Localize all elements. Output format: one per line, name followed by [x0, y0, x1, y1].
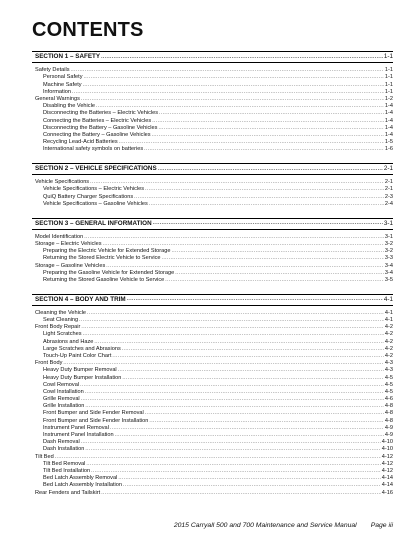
- dot-leader: [112, 354, 384, 359]
- entry-title: Safety Details: [35, 67, 70, 74]
- dot-leader: [84, 75, 384, 80]
- entry-title: Touch-Up Paint Color Chart: [43, 352, 112, 359]
- entry-page: 1-4: [384, 117, 393, 124]
- dot-leader: [85, 390, 384, 395]
- dot-leader: [86, 462, 380, 467]
- toc-section-heading[interactable]: [32, 163, 393, 175]
- entry-title: Connecting the Battery – Gasoline Vehicles: [43, 131, 151, 138]
- toc-subentry[interactable]: [32, 318, 393, 325]
- entry-title: Light Scratches: [43, 331, 82, 338]
- entry-title: Grille Removal: [43, 396, 80, 403]
- dot-leader: [79, 318, 384, 323]
- entry-page: 2-3: [384, 193, 393, 200]
- toc-section-heading[interactable]: [32, 218, 393, 230]
- toc-entry[interactable]: [32, 325, 393, 332]
- toc-subentry[interactable]: [32, 278, 393, 285]
- entry-title: Vehicle Specifications – Gasoline Vehicles: [43, 200, 148, 207]
- dot-leader: [83, 83, 384, 88]
- entry-page: 4-14: [381, 475, 393, 482]
- entry-title: Grille Installation: [43, 403, 85, 410]
- entry-page: 1-1: [384, 88, 393, 95]
- dot-leader: [101, 491, 381, 496]
- dot-leader: [63, 361, 384, 366]
- entry-title: Seat Cleaning: [43, 317, 79, 324]
- entry-page: 1-1: [384, 74, 393, 81]
- entry-title: Cowl Installation: [43, 388, 84, 395]
- dot-leader: [83, 332, 384, 337]
- dot-leader: [134, 195, 384, 200]
- section-page: 3-1: [383, 219, 393, 227]
- footer-manual-title: 2015 Carryall 500 and 700 Maintenance and Service Manual: [173, 522, 357, 529]
- entry-title: Instrument Panel Removal: [43, 424, 109, 431]
- section-page: 2-1: [383, 164, 393, 172]
- entry-title: Front Body Repair: [35, 324, 81, 331]
- dot-leader: [96, 104, 384, 109]
- entry-title: Large Scratches and Abrasions: [43, 345, 121, 352]
- toc-entry[interactable]: [32, 311, 393, 318]
- section-title: SECTION 1 – SAFETY: [35, 52, 101, 60]
- entry-page: 4-14: [381, 482, 393, 489]
- entry-page: 4-1: [384, 317, 393, 324]
- dot-leader: [158, 126, 383, 131]
- entry-page: 1-2: [384, 95, 393, 102]
- dot-leader: [81, 397, 384, 402]
- entry-title: Rear Fenders and Tailskirt: [35, 489, 101, 496]
- entry-title: Information: [43, 88, 71, 95]
- entry-page: 4-2: [384, 345, 393, 352]
- page-footer: [174, 522, 393, 529]
- section-page: 1-1: [383, 52, 393, 60]
- dot-leader: [85, 447, 380, 452]
- dot-leader: [72, 90, 384, 95]
- entry-page: 3-2: [384, 248, 393, 255]
- entry-title: QuiQ Battery Charger Specifications: [43, 193, 134, 200]
- entry-title: Storage – Gasoline Vehicles: [35, 262, 106, 269]
- table-of-contents: [32, 51, 393, 498]
- entry-page: 4-8: [384, 417, 393, 424]
- dot-leader: [158, 167, 383, 172]
- entry-title: Returning the Stored Electric Vehicle to Service: [43, 255, 161, 262]
- dot-leader: [80, 383, 384, 388]
- toc-subentry[interactable]: [32, 147, 393, 154]
- footer-page-number: Page iii: [370, 522, 393, 529]
- toc-subentry[interactable]: [32, 376, 393, 383]
- dot-leader: [71, 68, 384, 73]
- entry-title: Disabling the Vehicle: [43, 103, 95, 110]
- toc-subentry[interactable]: [32, 397, 393, 404]
- entry-page: 3-4: [384, 262, 393, 269]
- entry-title: International safety symbols on batteries: [43, 146, 144, 153]
- entry-title: Vehicle Specifications: [35, 179, 90, 186]
- entry-page: 1-6: [384, 146, 393, 153]
- entry-page: 2-4: [384, 200, 393, 207]
- entry-title: Front Body: [35, 360, 63, 367]
- entry-page: 4-12: [381, 460, 393, 467]
- entry-page: 3-4: [384, 269, 393, 276]
- toc-subentry[interactable]: [32, 202, 393, 209]
- section-title: SECTION 3 – GENERAL INFORMATION: [35, 219, 152, 227]
- entry-page: 4-6: [384, 396, 393, 403]
- dot-leader: [159, 111, 384, 116]
- dot-leader: [175, 271, 384, 276]
- entry-page: 2-1: [384, 179, 393, 186]
- entry-title: Cowl Removal: [43, 381, 80, 388]
- entry-page: 4-5: [384, 381, 393, 388]
- dot-leader: [172, 249, 384, 254]
- entry-page: 4-12: [381, 453, 393, 460]
- entry-page: 4-3: [384, 367, 393, 374]
- entry-title: Disconnecting the Batteries – Electric Vehicles: [43, 110, 159, 117]
- entry-title: Disconnecting the Battery – Gasoline Vehicles: [43, 124, 158, 131]
- dot-leader: [145, 187, 384, 192]
- entry-page: 3-3: [384, 255, 393, 262]
- entry-title: Personal Safety: [43, 74, 83, 81]
- dot-leader: [162, 256, 384, 261]
- dot-leader: [127, 297, 383, 302]
- dot-leader: [152, 133, 384, 138]
- entry-title: Front Bumper and Side Fender Removal: [43, 410, 144, 417]
- dot-leader: [123, 483, 381, 488]
- toc-subentry[interactable]: [32, 383, 393, 390]
- entry-page: 4-2: [384, 324, 393, 331]
- entry-title: Dash Removal: [43, 439, 80, 446]
- dot-leader: [81, 325, 384, 330]
- entry-page: 3-1: [384, 233, 393, 240]
- entry-page: 1-4: [384, 110, 393, 117]
- dot-leader: [81, 97, 384, 102]
- toc-subentry[interactable]: [32, 90, 393, 97]
- entry-title: Storage – Electric Vehicles: [35, 240, 102, 247]
- entry-title: Instrument Panel Installation: [43, 432, 114, 439]
- dot-leader: [106, 264, 384, 269]
- entry-page: 4-1: [384, 309, 393, 316]
- dot-leader: [119, 140, 384, 145]
- dot-leader: [87, 311, 384, 316]
- entry-title: Recycling Lead-Acid Batteries: [43, 139, 118, 146]
- entry-page: 1-4: [384, 131, 393, 138]
- dot-leader: [55, 455, 381, 460]
- entry-page: 4-9: [384, 424, 393, 431]
- dot-leader: [110, 426, 384, 431]
- entry-title: Bed Latch Assembly Installation: [43, 482, 122, 489]
- entry-page: 4-2: [384, 331, 393, 338]
- entry-title: Returning the Stored Gasoline Vehicle to Service: [43, 276, 165, 283]
- dot-leader: [103, 242, 384, 247]
- toc-subentry[interactable]: [32, 433, 393, 440]
- section-title: SECTION 4 – BODY AND TRIM: [35, 295, 126, 303]
- entry-page: 4-5: [384, 388, 393, 395]
- toc-entry[interactable]: [32, 491, 393, 498]
- entry-page: 1-1: [384, 81, 393, 88]
- dot-leader: [118, 368, 384, 373]
- toc-subentry[interactable]: [32, 440, 393, 447]
- entry-title: Cleaning the Vehicle: [35, 309, 87, 316]
- entry-page: 4-5: [384, 374, 393, 381]
- toc-entry[interactable]: [32, 68, 393, 75]
- entry-title: Vehicle Specifications – Electric Vehicles: [43, 186, 145, 193]
- section-spacer: [32, 209, 393, 218]
- toc-subentry[interactable]: [32, 354, 393, 361]
- dot-leader: [90, 180, 384, 185]
- entry-title: Preparing the Electric Vehicle for Extended Storage: [43, 248, 171, 255]
- dot-leader: [81, 440, 381, 445]
- entry-title: Dash Installation: [43, 446, 85, 453]
- toc-entry[interactable]: [32, 455, 393, 462]
- entry-page: 4-10: [381, 446, 393, 453]
- entry-title: Model Identification: [35, 233, 84, 240]
- dot-leader: [153, 221, 383, 226]
- dot-leader: [85, 404, 384, 409]
- toc-section-heading[interactable]: [32, 294, 393, 306]
- toc-subentry[interactable]: [32, 447, 393, 454]
- section-page: 4-1: [383, 295, 393, 303]
- dot-leader: [118, 476, 380, 481]
- entry-title: Connecting the Batteries – Electric Vehicles: [43, 117, 152, 124]
- section-spacer: [32, 154, 393, 163]
- entry-page: 4-10: [381, 439, 393, 446]
- dot-leader: [84, 235, 384, 240]
- dot-leader: [122, 376, 384, 381]
- entry-title: Front Bumper and Side Fender Installation: [43, 417, 149, 424]
- dot-leader: [101, 55, 383, 60]
- entry-page: 4-9: [384, 432, 393, 439]
- entry-title: Abrasions and Haze: [43, 338, 94, 345]
- entry-title: Preparing the Gasoline Vehicle for Extended Storage: [43, 269, 175, 276]
- section-title: SECTION 2 – VEHICLE SPECIFICATIONS: [35, 164, 157, 172]
- entry-page: 2-1: [384, 186, 393, 193]
- toc-subentry[interactable]: [32, 83, 393, 90]
- entry-page: 1-4: [384, 103, 393, 110]
- entry-page: 4-12: [381, 467, 393, 474]
- entry-title: Tilt Bed Installation: [43, 467, 91, 474]
- entry-title: General Warnings: [35, 95, 80, 102]
- dot-leader: [165, 278, 384, 283]
- entry-page: 1-4: [384, 124, 393, 131]
- entry-title: Tilt Bed: [35, 453, 54, 460]
- entry-title: Machine Safety: [43, 81, 82, 88]
- dot-leader: [94, 340, 384, 345]
- entry-page: 4-8: [384, 410, 393, 417]
- dot-leader: [122, 347, 384, 352]
- entry-page: 1-1: [384, 67, 393, 74]
- entry-page: 4-8: [384, 403, 393, 410]
- dot-leader: [115, 433, 384, 438]
- entry-page: 4-2: [384, 338, 393, 345]
- entry-title: Heavy Duty Bumper Removal: [43, 367, 117, 374]
- page-title: CONTENTS: [32, 19, 144, 41]
- entry-page: 4-3: [384, 360, 393, 367]
- dot-leader: [144, 147, 384, 152]
- entry-page: 3-2: [384, 240, 393, 247]
- entry-page: 1-5: [384, 139, 393, 146]
- dot-leader: [152, 119, 384, 124]
- dot-leader: [145, 411, 384, 416]
- toc-subentry[interactable]: [32, 75, 393, 82]
- entry-page: 3-5: [384, 276, 393, 283]
- entry-page: 4-16: [381, 489, 393, 496]
- toc-section-heading[interactable]: [32, 51, 393, 63]
- dot-leader: [149, 419, 383, 424]
- entry-title: Bed Latch Assembly Removal: [43, 475, 118, 482]
- dot-leader: [91, 469, 381, 474]
- dot-leader: [149, 202, 384, 207]
- entry-title: Heavy Duty Bumper Installation: [43, 374, 122, 381]
- entry-title: Tilt Bed Removal: [43, 460, 86, 467]
- entry-page: 4-2: [384, 352, 393, 359]
- section-spacer: [32, 285, 393, 294]
- toc-subentry[interactable]: [32, 390, 393, 397]
